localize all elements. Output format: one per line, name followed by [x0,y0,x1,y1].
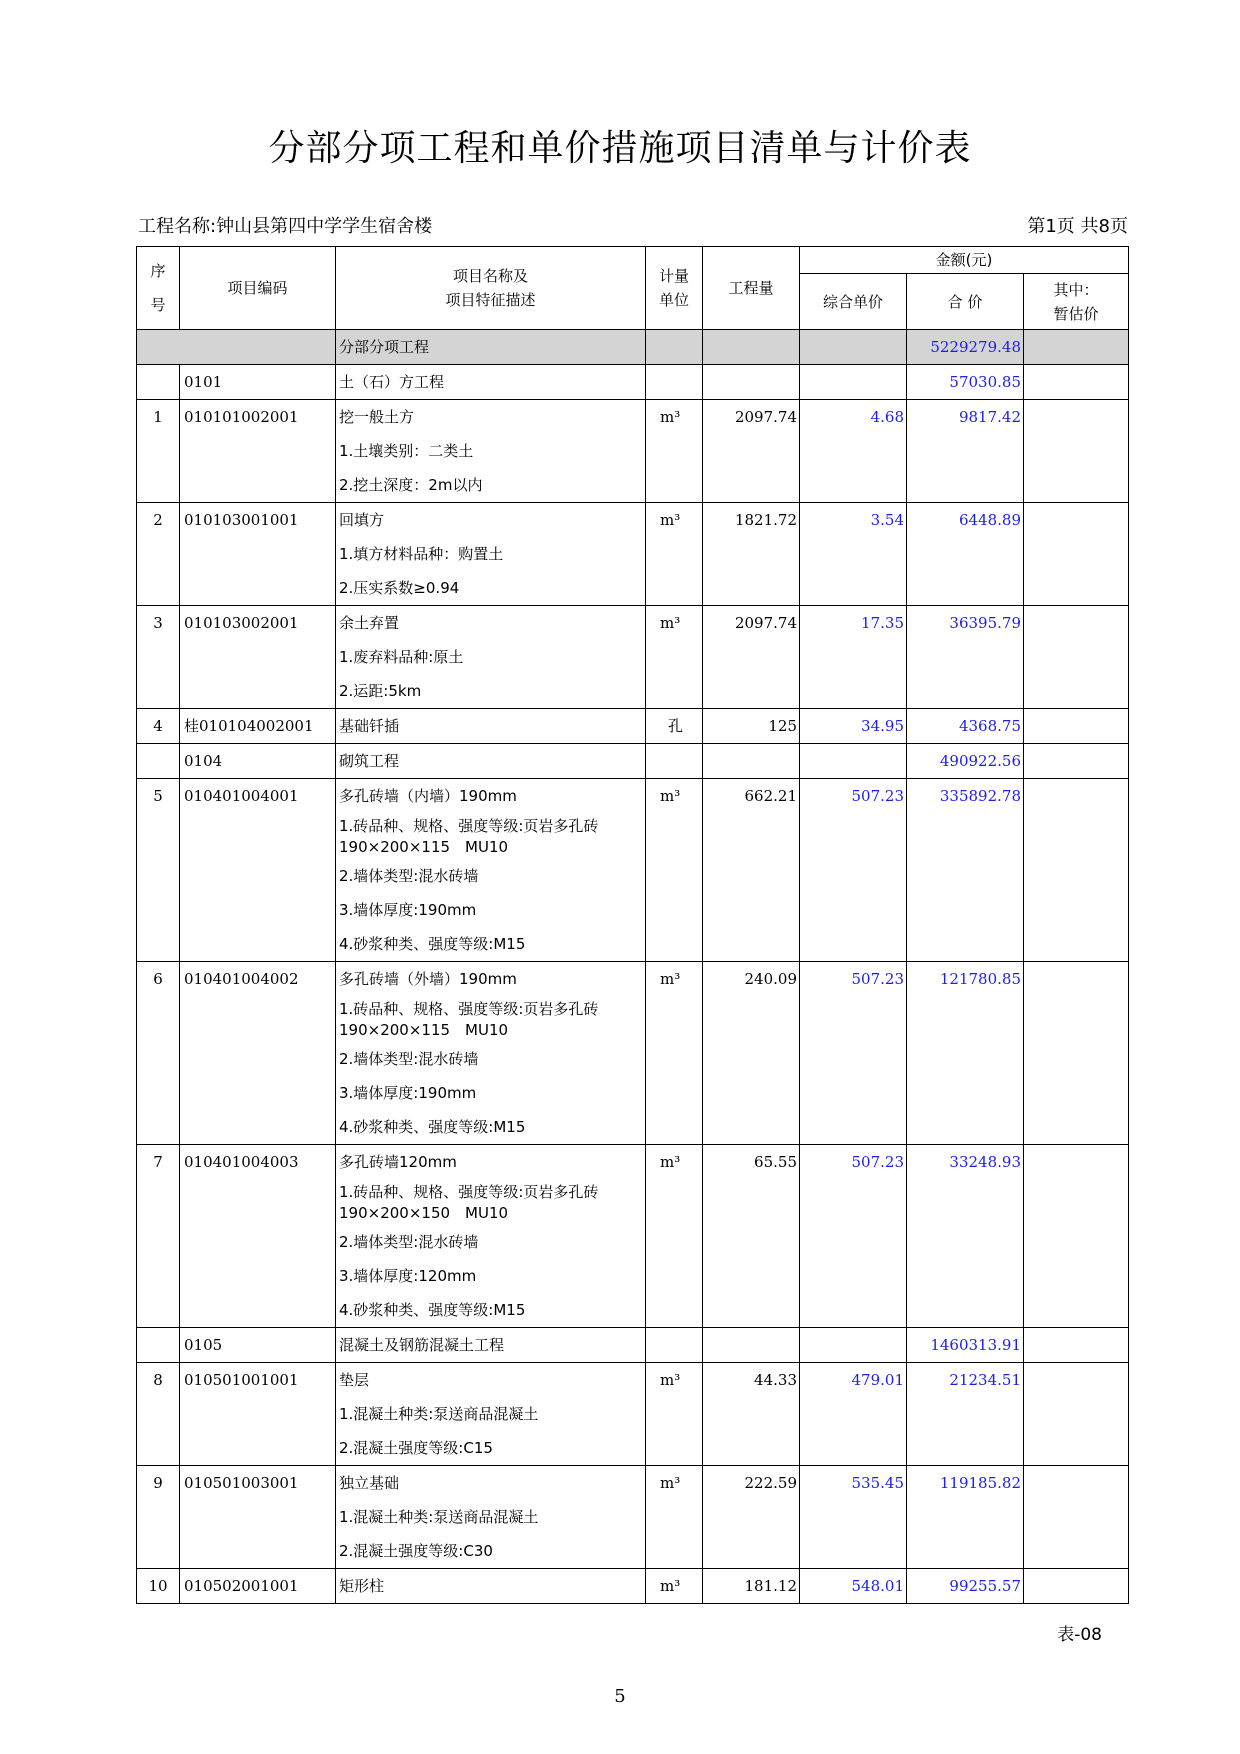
item-provisional [1024,1145,1129,1328]
item-unit: m³ [646,1569,703,1604]
item-total: 119185.82 [907,1466,1024,1569]
item-feature: 2.混凝土强度等级:C15 [339,1439,493,1457]
item-feature: 1.砖品种、规格、强度等级:页岩多孔砖190×200×115 MU10 [339,1000,599,1039]
item-provisional [1024,962,1129,1145]
item-feature: 2.运距:5km [339,682,422,700]
item-feature: 4.砂浆种类、强度等级:M15 [339,935,526,953]
item-unit: m³ [646,503,703,606]
header-seq [137,247,180,330]
item-row [137,1569,1129,1604]
item-provisional [1024,1569,1129,1604]
item-total: 21234.51 [907,1363,1024,1466]
header-provisional-line2: 暂估价 [1053,304,1099,323]
group-row [137,365,1129,400]
item-feature: 1.混凝土种类:泵送商品混凝土 [339,1405,539,1423]
header-amount: 金额(元) [800,247,1129,274]
item-quantity: 65.55 [703,1145,800,1328]
item-quantity: 44.33 [703,1363,800,1466]
item-unit-price: 507.23 [800,962,907,1145]
item-unit: m³ [646,1466,703,1569]
header-name [336,247,646,330]
item-unit-price: 548.01 [800,1569,907,1604]
item-description [336,1363,646,1466]
item-feature: 4.砂浆种类、强度等级:M15 [339,1118,526,1136]
group-code: 0105 [180,1328,336,1363]
item-unit: m³ [646,779,703,962]
item-description [336,709,646,744]
item-feature: 3.墙体厚度:190mm [339,1084,477,1102]
group-provisional [1024,1328,1129,1363]
item-provisional [1024,400,1129,503]
group-code: 0104 [180,744,336,779]
item-quantity: 181.12 [703,1569,800,1604]
item-description [336,400,646,503]
item-seq: 2 [137,503,180,606]
item-code: 010103002001 [180,606,336,709]
item-seq: 6 [137,962,180,1145]
item-quantity: 1821.72 [703,503,800,606]
header-name-line1: 项目名称及 [452,267,528,285]
page-number: 5 [614,1686,626,1707]
item-seq: 4 [137,709,180,744]
item-feature: 1.填方材料品种：购置土 [339,545,504,563]
item-provisional [1024,606,1129,709]
item-code: 010502001001 [180,1569,336,1604]
group-provisional [1024,744,1129,779]
item-name: 挖一般土方 [339,408,415,426]
summary-quantity [703,330,800,365]
item-provisional [1024,709,1129,744]
group-unit [646,744,703,779]
item-seq: 5 [137,779,180,962]
item-unit-price: 17.35 [800,606,907,709]
table-footnote: 表-08 [1057,1625,1102,1645]
header-seq-top: 序 [150,262,166,280]
item-seq: 1 [137,400,180,503]
item-feature: 1.砖品种、规格、强度等级:页岩多孔砖190×200×115 MU10 [339,817,599,856]
item-feature: 2.墙体类型:混水砖墙 [339,1233,479,1251]
item-provisional [1024,1466,1129,1569]
item-feature: 1.废弃料品种:原土 [339,648,464,666]
item-code: 010401004001 [180,779,336,962]
item-name: 矩形柱 [339,1577,385,1595]
group-row [137,1328,1129,1363]
item-feature: 2.挖土深度：2m以内 [339,476,483,494]
item-seq: 7 [137,1145,180,1328]
item-seq: 8 [137,1363,180,1466]
item-total: 335892.78 [907,779,1024,962]
item-unit: m³ [646,606,703,709]
item-feature: 2.墙体类型:混水砖墙 [339,867,479,885]
item-name: 余土弃置 [339,614,400,632]
item-unit-price: 507.23 [800,1145,907,1328]
header-row-1 [137,247,1129,274]
group-provisional [1024,365,1129,400]
item-row [137,962,1129,1145]
header-unit-line1: 计量 [658,267,689,285]
item-feature: 4.砂浆种类、强度等级:M15 [339,1301,526,1319]
group-name: 混凝土及钢筋混凝土工程 [336,1328,646,1363]
item-name: 垫层 [339,1371,370,1389]
item-feature: 3.墙体厚度:120mm [339,1267,477,1285]
summary-unit-price [800,330,907,365]
item-row [137,503,1129,606]
group-name: 土（石）方工程 [336,365,646,400]
item-unit: 孔 [646,709,703,744]
item-code: 010101002001 [180,400,336,503]
item-unit-price: 4.68 [800,400,907,503]
item-total: 36395.79 [907,606,1024,709]
item-total: 4368.75 [907,709,1024,744]
item-feature: 1.混凝土种类:泵送商品混凝土 [339,1508,539,1526]
item-feature: 2.混凝土强度等级:C30 [339,1542,493,1560]
item-row [137,606,1129,709]
group-unit-price [800,365,907,400]
item-unit-price: 3.54 [800,503,907,606]
group-quantity [703,365,800,400]
group-total: 490922.56 [907,744,1024,779]
summary-row [137,330,1129,365]
header-unit-line2: 单位 [658,291,689,309]
item-description [336,503,646,606]
summary-provisional [1024,330,1129,365]
header-provisional-line1: 其中： [1053,280,1099,299]
summary-unit [646,330,703,365]
item-seq: 3 [137,606,180,709]
summary-name: 分部分项工程 [336,330,646,365]
item-unit-price: 34.95 [800,709,907,744]
item-total: 6448.89 [907,503,1024,606]
group-total: 1460313.91 [907,1328,1024,1363]
group-quantity [703,744,800,779]
header-provisional [1024,274,1129,330]
header-code: 项目编码 [180,247,336,330]
item-code: 010401004002 [180,962,336,1145]
group-row [137,744,1129,779]
item-name: 独立基础 [339,1474,400,1492]
group-unit [646,1328,703,1363]
header-unit [646,247,703,330]
item-name: 回填方 [339,511,385,529]
item-row [137,709,1129,744]
item-description [336,779,646,962]
group-unit-price [800,1328,907,1363]
item-feature: 3.墙体厚度:190mm [339,901,477,919]
item-quantity: 222.59 [703,1466,800,1569]
header-quantity: 工程量 [703,247,800,330]
group-code: 0101 [180,365,336,400]
item-unit-price: 479.01 [800,1363,907,1466]
item-name: 基础钎插 [339,717,400,735]
item-quantity: 125 [703,709,800,744]
item-name: 多孔砖墙（外墙）190mm [339,970,517,988]
group-total: 57030.85 [907,365,1024,400]
item-total: 33248.93 [907,1145,1024,1328]
item-provisional [1024,1363,1129,1466]
item-feature: 2.压实系数≥0.94 [339,579,460,597]
summary-blank [137,330,336,365]
page-title: 分部分项工程和单价措施项目清单与计价表 [268,128,972,169]
item-feature: 2.墙体类型:混水砖墙 [339,1050,479,1068]
item-unit-price: 535.45 [800,1466,907,1569]
item-description [336,1145,646,1328]
group-seq [137,744,180,779]
item-quantity: 662.21 [703,779,800,962]
item-unit-price: 507.23 [800,779,907,962]
group-seq [137,1328,180,1363]
item-description [336,1569,646,1604]
item-code: 010501003001 [180,1466,336,1569]
item-provisional [1024,503,1129,606]
item-seq: 9 [137,1466,180,1569]
item-name: 多孔砖墙120mm [339,1153,457,1171]
item-quantity: 240.09 [703,962,800,1145]
item-unit: m³ [646,1363,703,1466]
project-name: 工程名称:钟山县第四中学学生宿舍楼 [138,216,433,237]
item-seq: 10 [137,1569,180,1604]
item-quantity: 2097.74 [703,606,800,709]
header-total: 合 价 [907,274,1024,330]
header-unit-price: 综合单价 [800,274,907,330]
item-code: 010103001001 [180,503,336,606]
item-total: 9817.42 [907,400,1024,503]
item-code: 桂010104002001 [180,709,336,744]
item-row [137,1466,1129,1569]
item-name: 多孔砖墙（内墙）190mm [339,787,517,805]
item-feature: 1.土壤类别：二类土 [339,442,474,460]
item-total: 121780.85 [907,962,1024,1145]
page-info: 第1页 共8页 [1027,216,1128,237]
item-quantity: 2097.74 [703,400,800,503]
item-code: 010401004003 [180,1145,336,1328]
item-row [137,779,1129,962]
item-provisional [1024,779,1129,962]
bill-of-quantities-table [136,246,1129,1604]
item-description [336,962,646,1145]
item-row [137,400,1129,503]
item-row [137,1363,1129,1466]
header-seq-bottom: 号 [150,296,166,314]
item-unit: m³ [646,1145,703,1328]
item-description [336,606,646,709]
item-code: 010501001001 [180,1363,336,1466]
item-row [137,1145,1129,1328]
item-total: 99255.57 [907,1569,1024,1604]
group-name: 砌筑工程 [336,744,646,779]
summary-total: 5229279.48 [907,330,1024,365]
item-unit: m³ [646,962,703,1145]
header-name-line2: 项目特征描述 [445,291,536,309]
group-quantity [703,1328,800,1363]
item-feature: 1.砖品种、规格、强度等级:页岩多孔砖190×200×150 MU10 [339,1183,599,1222]
item-unit: m³ [646,400,703,503]
group-unit-price [800,744,907,779]
group-seq [137,365,180,400]
group-unit [646,365,703,400]
item-description [336,1466,646,1569]
